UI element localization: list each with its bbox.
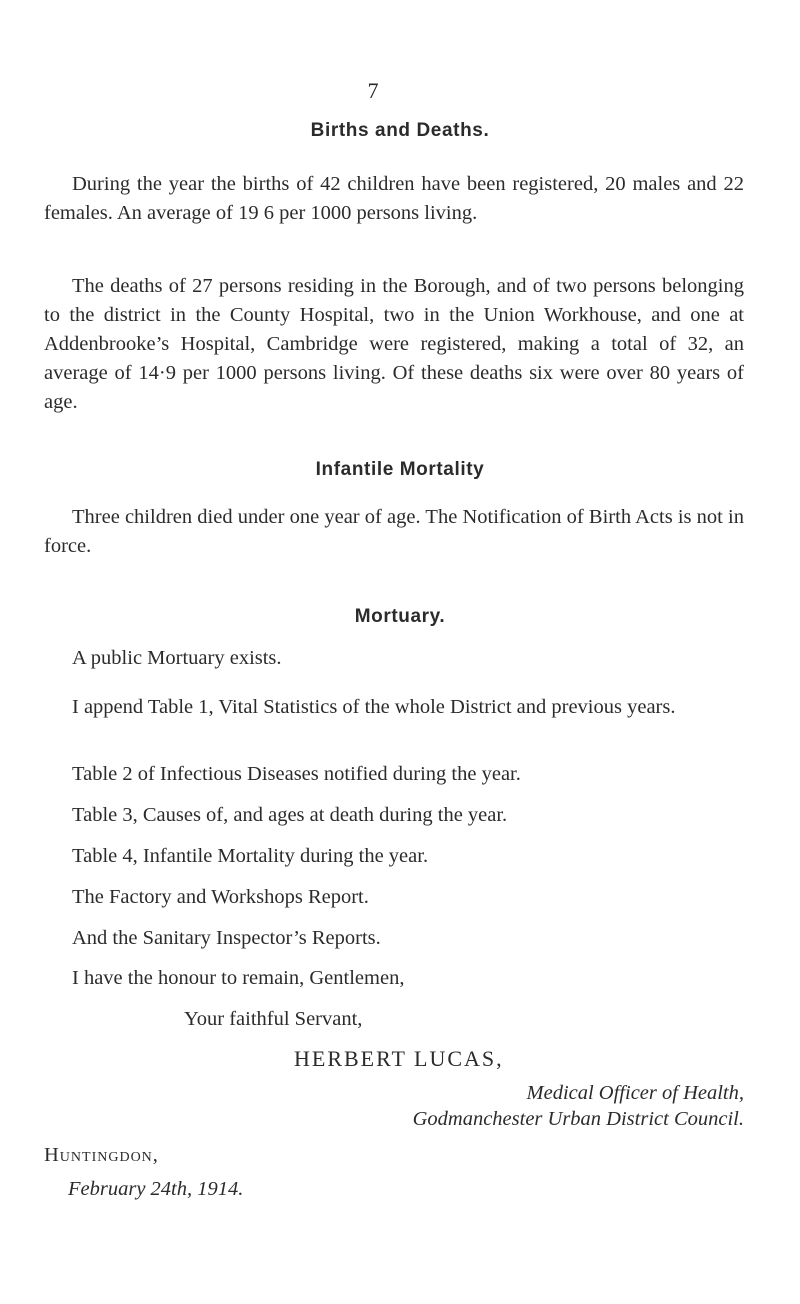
signatory-title-line-1: Medical Officer of Health, (526, 1082, 744, 1104)
letter-date: February 24th, 1914. (68, 1178, 244, 1200)
honour-line: I have the honour to remain, Gentlemen, (72, 967, 405, 989)
place-name: Huntingdon, (44, 1144, 159, 1166)
factory-report-line: The Factory and Workshops Report. (72, 886, 369, 908)
servant-line: Your faithful Servant, (184, 1008, 363, 1030)
deaths-paragraph: The deaths of 27 persons residing in the Borough, and of two persons belonging to the district in the County Hospital, two in the Union Workhouse, and one at Addenbrooke’s Hospital, Cambridge were registered, making a total of 32, an average of 14·9 per 1000 persons living. Of these deaths six were over 80 years of age. (44, 275, 744, 413)
signatory-title-line-2: Godmanchester Urban District Council. (412, 1108, 744, 1130)
heading-mortuary: Mortuary. (354, 606, 446, 627)
sanitary-report-line: And the Sanitary Inspector’s Reports. (72, 927, 381, 949)
table-2-line: Table 2 of Infectious Diseases notified during the year. (72, 763, 521, 785)
heading-infantile-mortality: Infantile Mortality (315, 459, 485, 480)
table-4-line: Table 4, Infantile Mortality during the year. (72, 845, 429, 867)
page-number: 7 (367, 78, 379, 103)
infantile-paragraph: Three children died under one year of age. The Notification of Birth Acts is not in force. (44, 506, 744, 557)
heading-births-deaths: Births and Deaths. (310, 120, 490, 141)
mortuary-statement: A public Mortuary exists. (72, 647, 282, 669)
signatory-name: HERBERT LUCAS, (294, 1046, 504, 1071)
births-paragraph: During the year the births of 42 children have been registered, 20 males and 22 females. An average of 19 6 per 1000 persons living. (44, 173, 744, 224)
table-3-line: Table 3, Causes of, and ages at death during the year. (72, 804, 508, 826)
append-table-paragraph: I append Table 1, Vital Statistics of the whole District and previous years. (72, 696, 676, 718)
